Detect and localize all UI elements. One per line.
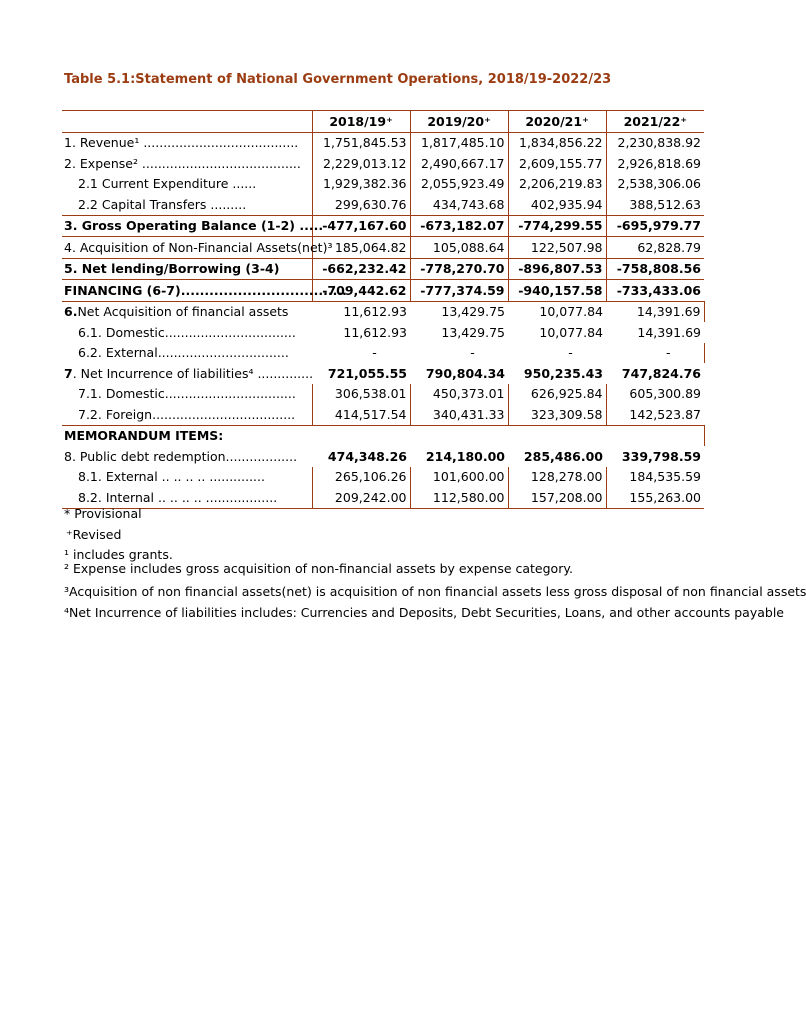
table-row xyxy=(62,467,704,488)
cell-value: 112,580.00 xyxy=(410,487,508,508)
note-grants: ¹ includes grants. xyxy=(64,547,173,562)
cell-value: 1,834,856.22 xyxy=(508,132,606,153)
cell-value: 950,235.43 xyxy=(523,365,603,381)
cell-value: 214,180.00 xyxy=(425,448,505,464)
cell-value: 339,798.59 xyxy=(621,448,701,464)
cell-value: -695,979.77 xyxy=(606,215,704,237)
row-label: 8.2. Internal .. .. .. .. .................. xyxy=(62,487,312,508)
cell-value: 10,077.84 xyxy=(539,324,603,340)
cell-value xyxy=(606,425,704,446)
cell-value: -758,808.56 xyxy=(606,258,704,280)
cell-value: 155,263.00 xyxy=(606,487,704,508)
cell-value: 626,925.84 xyxy=(508,384,606,405)
row-label: 4. Acquisition of Non-Financial Assets(net)³ xyxy=(64,239,333,255)
table-row xyxy=(62,174,704,195)
row-label-text: Net Acquisition of financial assets xyxy=(77,304,289,320)
cell-value: 434,743.68 xyxy=(410,194,508,215)
cell-value: 402,935.94 xyxy=(508,194,606,215)
cell-value: 2,490,667.17 xyxy=(410,153,508,174)
cell-value: -733,433.06 xyxy=(606,280,704,302)
cell-value: 721,055.55 xyxy=(327,365,407,381)
table-row xyxy=(62,194,704,215)
row-label xyxy=(62,301,312,322)
table-row xyxy=(62,404,704,425)
table-row xyxy=(62,322,704,343)
table-row xyxy=(62,425,704,446)
table-title: Table 5.1:Statement of National Government Operations, 2018/19-2022/23 xyxy=(64,72,612,87)
cell-value: 1,929,382.36 xyxy=(312,174,410,195)
cell-value: 2,206,219.83 xyxy=(508,174,606,195)
cell-value: 340,431.33 xyxy=(410,404,508,425)
cell-value xyxy=(410,425,508,446)
note-expense xyxy=(64,561,705,579)
row-label: 7.1. Domestic................................. xyxy=(78,386,296,402)
cell-value: 13,429.75 xyxy=(441,304,505,320)
cell-value: 2,538,306.06 xyxy=(606,174,704,195)
row-label: 1. Revenue¹ ....................................... xyxy=(64,135,299,151)
footnotes xyxy=(64,503,806,623)
cell-value: 185,064.82 xyxy=(312,237,410,259)
table-row xyxy=(62,258,704,280)
cell-value: 2,230,838.92 xyxy=(606,132,704,153)
row-label: FINANCING (6-7)................................... xyxy=(62,280,312,302)
column-header: 2021/22⁺ xyxy=(606,111,704,133)
cell-value: -896,807.53 xyxy=(508,258,606,280)
table-row xyxy=(62,132,704,153)
cell-value: 285,486.00 xyxy=(523,448,603,464)
column-header: 2019/20⁺ xyxy=(410,111,508,133)
cell-value: 414,517.54 xyxy=(312,404,410,425)
cell-value: 122,507.98 xyxy=(508,237,606,259)
cell-value: 10,077.84 xyxy=(539,304,603,320)
cell-value: 142,523.87 xyxy=(606,404,704,425)
table-row xyxy=(62,446,704,467)
row-label-text: . Net Incurrence of liabilities⁴ .............. xyxy=(72,365,314,381)
cell-value: 265,106.26 xyxy=(312,467,410,488)
cell-value: - xyxy=(372,345,377,361)
cell-value: -940,157.58 xyxy=(508,280,606,302)
cell-value: 101,600.00 xyxy=(410,467,508,488)
row-label: 8.1. External .. .. .. .. .............. xyxy=(78,469,265,485)
row-label: 7.2. Foreign.................................... xyxy=(62,404,312,425)
cell-value: 2,609,155.77 xyxy=(508,153,606,174)
cell-value: -709,442.62 xyxy=(312,280,410,302)
note-revised: ⁺Revised xyxy=(66,527,122,542)
note-liabilities: ⁴Net Incurrence of liabilities includes: Currencies and Deposits, Debt Securities, Loans, and other accounts payable xyxy=(64,605,784,620)
row-label: 8. Public debt redemption.................. xyxy=(64,448,298,464)
header-row xyxy=(62,111,704,133)
cell-value: 14,391.69 xyxy=(637,324,701,340)
row-label: 2.1 Current Expenditure ...... xyxy=(78,176,257,192)
cell-value: 2,055,923.49 xyxy=(410,174,508,195)
cell-value: 209,242.00 xyxy=(312,487,410,508)
cell-value: 790,804.34 xyxy=(425,365,505,381)
cell-value: 11,612.93 xyxy=(343,304,407,320)
cell-value: 13,429.75 xyxy=(441,324,505,340)
cell-value: -662,232.42 xyxy=(312,258,410,280)
cell-value: 128,278.00 xyxy=(508,467,606,488)
row-label: 6.2. External................................. xyxy=(78,345,289,361)
table-row xyxy=(62,153,704,174)
cell-value: 323,309.58 xyxy=(508,404,606,425)
cell-value: 306,538.01 xyxy=(312,384,410,405)
cell-value: 184,535.59 xyxy=(606,467,704,488)
column-header: 2020/21⁺ xyxy=(508,111,606,133)
cell-value: 1,751,845.53 xyxy=(312,132,410,153)
cell-value: -673,182.07 xyxy=(410,215,508,237)
row-label: 5. Net lending/Borrowing (3-4) xyxy=(62,258,312,280)
row-label: 2. Expense² ........................................ xyxy=(64,155,301,171)
cell-value: 1,817,485.10 xyxy=(410,132,508,153)
table-row xyxy=(62,280,704,302)
cell-value: -778,270.70 xyxy=(410,258,508,280)
operations-table xyxy=(62,110,705,509)
cell-value: 388,512.63 xyxy=(606,194,704,215)
cell-value xyxy=(312,425,410,446)
cell-value: 105,088.64 xyxy=(410,237,508,259)
cell-value: 2,926,818.69 xyxy=(606,153,704,174)
cell-value: -774,299.55 xyxy=(508,215,606,237)
cell-value: - xyxy=(568,345,573,361)
row-number: 7 xyxy=(64,365,73,381)
cell-value: 299,630.76 xyxy=(312,194,410,215)
note-provisional: * Provisional xyxy=(64,506,142,521)
cell-value: 157,208.00 xyxy=(508,487,606,508)
note-acquisition: ³Acquisition of non financial assets(net) is acquisition of non financial assets less gross disposal of non financial assets xyxy=(64,584,806,599)
table-row xyxy=(62,384,704,405)
note-expense-text: ² Expense includes gross acquisition of non-financial assets by expense category. xyxy=(64,561,573,576)
cell-value: 2,229,013.12 xyxy=(312,153,410,174)
table-row xyxy=(62,237,704,259)
table-row xyxy=(62,343,704,364)
column-header: 2018/19⁺ xyxy=(312,111,410,133)
row-label xyxy=(62,363,312,384)
cell-value: 11,612.93 xyxy=(343,324,407,340)
cell-value: 605,300.89 xyxy=(606,384,704,405)
cell-value xyxy=(508,425,606,446)
cell-value: 62,828.79 xyxy=(606,237,704,259)
table-row xyxy=(62,363,704,384)
cell-value: 450,373.01 xyxy=(410,384,508,405)
row-label: 6.1. Domestic................................. xyxy=(78,324,296,340)
cell-value: 474,348.26 xyxy=(327,448,407,464)
cell-value: 747,824.76 xyxy=(621,365,701,381)
cell-value: 14,391.69 xyxy=(606,301,704,322)
cell-value: - xyxy=(606,343,704,364)
row-number: 6. xyxy=(64,304,78,320)
row-label: 2.2 Capital Transfers ......... xyxy=(78,196,247,212)
row-label: 3. Gross Operating Balance (1-2) ..... xyxy=(62,215,312,237)
cell-value: -777,374.59 xyxy=(410,280,508,302)
row-label: MEMORANDUM ITEMS: xyxy=(64,428,224,444)
cell-value: -477,167.60 xyxy=(312,215,410,237)
header-blank xyxy=(62,111,312,133)
cell-value: - xyxy=(470,345,475,361)
table-row xyxy=(62,301,704,322)
table-row xyxy=(62,215,704,237)
